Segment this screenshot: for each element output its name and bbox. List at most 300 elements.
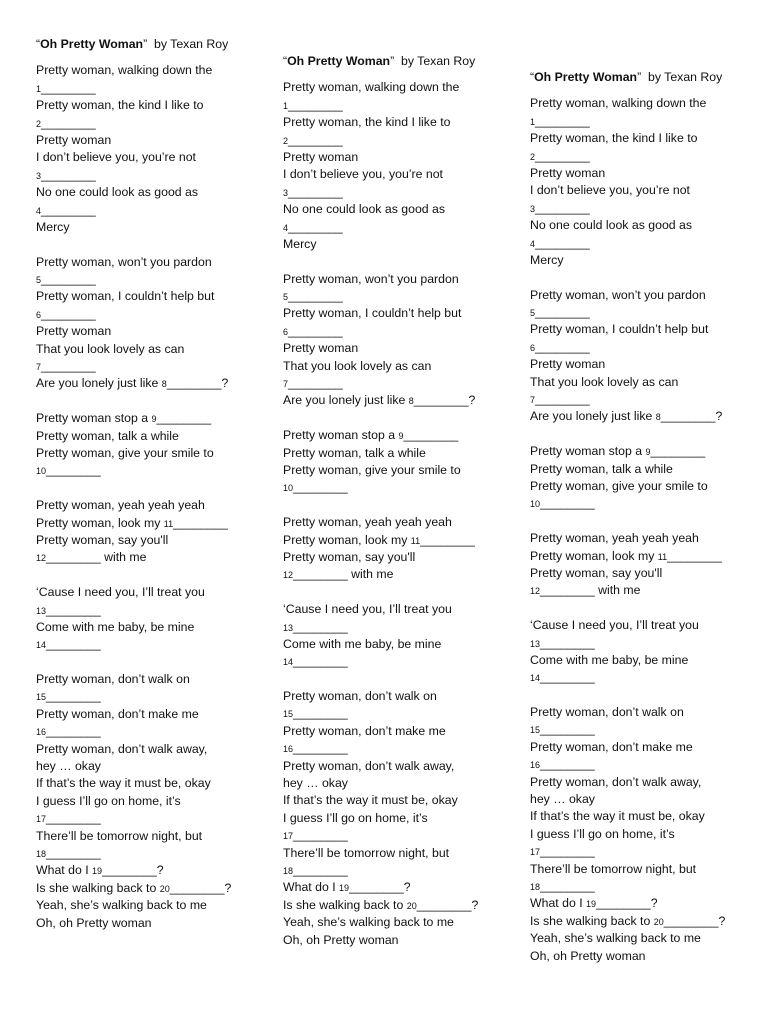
answer-blank: ________? [169, 880, 232, 895]
blank-line [36, 880, 272, 897]
answer-blank: ________ [293, 862, 348, 877]
blank-line [283, 392, 519, 409]
lyric-line: Pretty woman, I couldn’t help but [36, 289, 215, 304]
blank-number: 5 [530, 308, 536, 319]
blank-number: 19 [92, 866, 103, 877]
blank-line [36, 202, 272, 219]
answer-blank: ________? [596, 896, 658, 911]
blank-number: 14 [36, 640, 47, 651]
lyric-text: Are you lonely just like [36, 376, 162, 391]
answer-blank: ________ [293, 828, 348, 843]
blank-line [530, 843, 766, 860]
blank-number: 5 [283, 292, 289, 303]
lyric-line: Pretty woman, talk a while [530, 461, 673, 476]
lyric-line: I don’t believe you, you’re not [283, 167, 443, 182]
blank-number: 6 [36, 309, 42, 320]
lyric-line: Pretty woman, walking down the [530, 96, 707, 111]
blank-line [283, 323, 519, 340]
lyric-line: Oh, oh Pretty woman [36, 915, 152, 930]
song-title: Oh Pretty Woman [287, 54, 391, 68]
lyric-line: hey … okay [283, 776, 348, 791]
blank-line [36, 688, 272, 705]
blank-number: 7 [530, 395, 536, 406]
lyric-line: There’ll be tomorrow night, but [36, 828, 203, 843]
lyric-line: I don’t believe you, you’re not [36, 150, 196, 165]
lyric-line: Mercy [283, 236, 317, 251]
lyric-text: Pretty woman, look my [36, 515, 164, 530]
answer-blank: ________ [535, 339, 590, 354]
lyric-line: There’ll be tomorrow night, but [530, 861, 697, 876]
answer-blank: ________ with me [293, 567, 394, 582]
blank-number: 3 [530, 203, 536, 214]
blank-number: 7 [36, 362, 42, 373]
lyric-line: Pretty woman, yeah yeah yeah [530, 531, 699, 546]
lyric-line: If that’s the way it must be, okay [283, 793, 458, 808]
lyric-line: Pretty woman, don’t make me [36, 706, 199, 721]
lyric-line: hey … okay [36, 759, 101, 774]
blank-line [283, 897, 519, 914]
blank-number: 1 [530, 116, 536, 127]
blank-line [530, 339, 766, 356]
blank-number: 12 [530, 586, 541, 597]
lyric-line: That you look lovely as can [36, 341, 185, 356]
blank-line [530, 495, 766, 512]
answer-blank: ________ [41, 80, 96, 95]
lyric-line: I guess I’ll go on home, it’s [283, 810, 428, 825]
blank-line [283, 740, 519, 757]
lyric-line: Pretty woman, yeah yeah yeah [283, 515, 452, 530]
lyric-text: Is she walking back to [530, 913, 654, 928]
lyric-line: Pretty woman, walking down the [283, 80, 460, 95]
blank-number: 15 [36, 692, 47, 703]
answer-blank: ________ [288, 289, 343, 304]
lyric-line: Pretty woman, I couldn’t help but [530, 322, 709, 337]
verse-gap [283, 584, 519, 601]
answer-blank: ________ [46, 637, 101, 652]
lyric-text: Pretty woman, look my [283, 532, 411, 547]
verse-gap [530, 269, 766, 286]
answer-blank: ________? [166, 376, 229, 391]
blank-number: 11 [657, 551, 668, 562]
verse-gap [530, 513, 766, 530]
lyric-text: Pretty woman stop a [36, 411, 152, 426]
song-title: Oh Pretty Woman [534, 70, 638, 84]
verse-gap [283, 497, 519, 514]
blank-line [530, 148, 766, 165]
lyrics [36, 62, 272, 932]
lyric-line: Pretty woman [283, 149, 359, 164]
blank-line [36, 358, 272, 375]
lyric-line: If that’s the way it must be, okay [530, 809, 705, 824]
blank-line [530, 200, 766, 217]
lyric-line: Pretty woman, won’t you pardon [36, 254, 212, 269]
blank-number: 10 [530, 499, 541, 510]
blank-number: 4 [283, 222, 289, 233]
answer-blank: ________ [540, 757, 595, 772]
lyric-line: No one could look as good as [36, 185, 199, 200]
blank-line [530, 113, 766, 130]
answer-blank: ________ [403, 428, 459, 443]
answer-blank: ________ [420, 532, 475, 547]
blank-line [530, 443, 766, 460]
worksheet-column-2 [283, 53, 519, 949]
verse-gap [530, 600, 766, 617]
lyric-text: Are you lonely just like [530, 409, 656, 424]
answer-blank: ________ [288, 97, 343, 112]
answer-blank: ________ [41, 272, 96, 287]
answer-blank: ________ [667, 548, 722, 563]
blank-line [530, 548, 766, 565]
verse-gap [36, 480, 272, 497]
blank-line [530, 391, 766, 408]
worksheet-column-3 [530, 69, 766, 965]
lyric-text: Is she walking back to [36, 880, 160, 895]
answer-blank: ________ [540, 722, 595, 737]
lyric-line: ‘Cause I need you, I’ll treat you [36, 585, 205, 600]
lyric-line: I guess I’ll go on home, it’s [36, 793, 181, 808]
blank-line [36, 167, 272, 184]
blank-line [283, 619, 519, 636]
lyric-line: Pretty woman, the kind I like to [36, 98, 204, 113]
blank-number: 19 [586, 899, 597, 910]
blank-number: 8 [161, 379, 167, 390]
blank-line [36, 723, 272, 740]
byline: by Texan Roy [648, 70, 723, 84]
lyric-line: Oh, oh Pretty woman [530, 948, 646, 963]
lyric-line: Come with me baby, be mine [36, 619, 195, 634]
blank-number: 16 [530, 760, 541, 771]
lyric-line: I guess I’ll go on home, it’s [530, 826, 675, 841]
blank-line [283, 566, 519, 583]
lyric-line: Pretty woman, walking down the [36, 63, 213, 78]
verse-gap [283, 410, 519, 427]
blank-line [530, 913, 766, 930]
lyric-text: Pretty woman, look my [530, 548, 658, 563]
blank-number: 9 [398, 431, 404, 442]
blank-line [283, 653, 519, 670]
blank-line [530, 304, 766, 321]
lyric-line: Pretty woman, give your smile to [530, 478, 708, 493]
blank-number: 9 [151, 414, 157, 425]
blank-number: 10 [36, 466, 47, 477]
blank-number: 9 [645, 447, 651, 458]
blank-line [283, 862, 519, 879]
answer-blank: ________ [288, 323, 343, 338]
lyric-line: Pretty woman [36, 132, 112, 147]
verse-gap [36, 393, 272, 410]
blank-number: 19 [339, 883, 350, 894]
blank-number: 10 [283, 483, 294, 494]
worksheet-title: “Oh Pretty Woman” by Texan Roy [283, 54, 476, 68]
answer-blank: ________ [535, 113, 590, 128]
answer-blank: ________ [535, 235, 590, 250]
blank-line [36, 306, 272, 323]
answer-blank: ________ [173, 515, 228, 530]
blank-number: 13 [283, 622, 294, 633]
blank-line [530, 756, 766, 773]
answer-blank: ________ [535, 305, 590, 320]
blank-line [530, 635, 766, 652]
lyric-line: Pretty woman [283, 341, 359, 356]
lyric-line: That you look lovely as can [530, 374, 679, 389]
blank-line [36, 636, 272, 653]
blank-number: 18 [283, 865, 294, 876]
blank-number: 15 [530, 725, 541, 736]
lyric-text: Pretty woman stop a [530, 444, 646, 459]
answer-blank: ________ [41, 167, 96, 182]
lyric-line: Pretty woman, give your smile to [36, 445, 214, 460]
blank-number: 1 [36, 83, 42, 94]
answer-blank: ________ with me [540, 583, 641, 598]
blank-number: 14 [530, 673, 541, 684]
blank-line [283, 375, 519, 392]
answer-blank: ________ [540, 670, 595, 685]
lyric-line: Pretty woman [530, 357, 606, 372]
blank-number: 17 [36, 814, 47, 825]
lyric-text: Is she walking back to [283, 897, 407, 912]
blank-number: 20 [406, 900, 417, 911]
blank-line [283, 532, 519, 549]
lyric-line: Pretty woman, give your smile to [283, 462, 461, 477]
lyric-line: Pretty woman, won’t you pardon [283, 271, 459, 286]
blank-number: 11 [410, 535, 421, 546]
answer-blank: ________? [349, 880, 411, 895]
blank-number: 1 [283, 100, 289, 111]
lyric-line: Come with me baby, be mine [283, 636, 442, 651]
answer-blank: ________? [660, 409, 723, 424]
lyric-line: Pretty woman, don’t make me [530, 739, 693, 754]
blank-line [283, 219, 519, 236]
answer-blank: ________? [663, 913, 726, 928]
answer-blank: ________ [288, 184, 343, 199]
answer-blank: ________ [650, 444, 706, 459]
lyric-line: Pretty woman, don’t walk on [36, 672, 190, 687]
answer-blank: ________? [102, 863, 164, 878]
blank-number: 20 [159, 883, 170, 894]
lyric-line: Pretty woman [530, 165, 606, 180]
lyric-line: Oh, oh Pretty woman [283, 932, 399, 947]
blank-line [36, 80, 272, 97]
verse-gap [530, 426, 766, 443]
lyric-line: Pretty woman, the kind I like to [283, 115, 451, 130]
blank-number: 11 [163, 518, 174, 529]
lyric-line: Pretty woman, talk a while [36, 428, 179, 443]
answer-blank: ________ [288, 132, 343, 147]
answer-blank: ________ [293, 619, 348, 634]
blank-line [36, 602, 272, 619]
answer-blank: ________ [46, 724, 101, 739]
blank-line [283, 705, 519, 722]
answer-blank: ________ [46, 602, 101, 617]
answer-blank: ________ [41, 306, 96, 321]
answer-blank: ________ [535, 392, 590, 407]
worksheet-column-1 [36, 36, 272, 932]
blank-line [36, 862, 272, 879]
answer-blank: ________ [293, 741, 348, 756]
blank-line [530, 895, 766, 912]
answer-blank: ________ [41, 202, 96, 217]
worksheet-title: “Oh Pretty Woman” by Texan Roy [530, 70, 723, 84]
blank-number: 18 [36, 848, 47, 859]
lyric-line: Mercy [530, 252, 564, 267]
lyric-line: Yeah, she’s walking back to me [530, 931, 701, 946]
lyric-line: Yeah, she’s walking back to me [283, 915, 454, 930]
lyric-line: Yeah, she’s walking back to me [36, 898, 207, 913]
lyric-line: Pretty woman, don’t walk on [530, 705, 684, 720]
lyrics [283, 79, 519, 949]
answer-blank: ________ [293, 706, 348, 721]
lyric-line: Pretty woman, won’t you pardon [530, 287, 706, 302]
lyric-line: hey … okay [530, 792, 595, 807]
blank-number: 18 [530, 881, 541, 892]
lyric-line: Pretty woman, don’t make me [283, 723, 446, 738]
answer-blank: ________ [535, 148, 590, 163]
blank-line [36, 115, 272, 132]
answer-blank: ________ [293, 654, 348, 669]
blank-number: 16 [36, 727, 47, 738]
blank-number: 8 [408, 396, 414, 407]
blank-number: 8 [655, 412, 661, 423]
lyric-line: Pretty woman, say you'll [530, 565, 663, 580]
blank-number: 17 [530, 847, 541, 858]
lyric-line: There’ll be tomorrow night, but [283, 845, 450, 860]
blank-number: 12 [283, 570, 294, 581]
blank-number: 5 [36, 275, 42, 286]
blank-line [36, 462, 272, 479]
blank-line [283, 427, 519, 444]
blank-line [530, 408, 766, 425]
answer-blank: ________ [288, 376, 343, 391]
lyric-line: Pretty woman, don’t walk away, [36, 741, 208, 756]
verse-gap [283, 671, 519, 688]
blank-line [283, 479, 519, 496]
verse-gap [36, 654, 272, 671]
blank-number: 4 [530, 238, 536, 249]
blank-line [36, 410, 272, 427]
answer-blank: ________ [46, 845, 101, 860]
lyric-line: Pretty woman, don’t walk away, [283, 758, 455, 773]
blank-line [283, 827, 519, 844]
lyric-text: Are you lonely just like [283, 393, 409, 408]
answer-blank: ________ [540, 496, 595, 511]
verse-gap [36, 236, 272, 253]
lyric-line: Pretty woman, talk a while [283, 445, 426, 460]
lyric-line: Pretty woman, yeah yeah yeah [36, 498, 205, 513]
answer-blank: ________ [41, 115, 96, 130]
blank-number: 17 [283, 831, 294, 842]
blank-line [530, 669, 766, 686]
answer-blank: ________ [293, 480, 348, 495]
answer-blank: ________? [413, 393, 476, 408]
blank-number: 2 [530, 151, 536, 162]
answer-blank: ________ [535, 200, 590, 215]
lyric-line: I don’t believe you, you’re not [530, 183, 690, 198]
lyric-line: Pretty woman [36, 324, 112, 339]
blank-line [36, 549, 272, 566]
blank-number: 13 [36, 605, 47, 616]
worksheet-title: “Oh Pretty Woman” by Texan Roy [36, 37, 229, 51]
verse-gap [36, 567, 272, 584]
blank-line [283, 879, 519, 896]
lyric-line: Pretty woman, don’t walk away, [530, 774, 702, 789]
lyric-line: Pretty woman, say you'll [283, 549, 416, 564]
lyric-line: Pretty woman, don’t walk on [283, 689, 437, 704]
lyric-line: Pretty woman, say you'll [36, 532, 169, 547]
answer-blank: ________ [46, 811, 101, 826]
answer-blank: ________ [288, 219, 343, 234]
byline: by Texan Roy [154, 37, 229, 51]
blank-number: 20 [653, 916, 664, 927]
lyrics [530, 95, 766, 965]
blank-line [36, 515, 272, 532]
lyric-text: What do I [36, 863, 93, 878]
blank-number: 12 [36, 553, 47, 564]
blank-line [530, 878, 766, 895]
blank-line [530, 235, 766, 252]
blank-number: 2 [283, 135, 289, 146]
lyric-line: Pretty woman, the kind I like to [530, 131, 698, 146]
lyric-line: ‘Cause I need you, I’ll treat you [283, 602, 452, 617]
answer-blank: ________ [540, 635, 595, 650]
answer-blank: ________ with me [46, 550, 147, 565]
answer-blank: ________ [540, 844, 595, 859]
blank-line [283, 288, 519, 305]
lyric-text: What do I [530, 896, 587, 911]
blank-line [36, 375, 272, 392]
blank-number: 6 [530, 342, 536, 353]
lyric-line: Come with me baby, be mine [530, 652, 689, 667]
blank-number: 4 [36, 205, 42, 216]
answer-blank: ________? [416, 897, 479, 912]
song-title: Oh Pretty Woman [40, 37, 144, 51]
answer-blank: ________ [540, 878, 595, 893]
blank-number: 14 [283, 657, 294, 668]
blank-number: 2 [36, 118, 42, 129]
answer-blank: ________ [41, 359, 96, 374]
lyric-line: No one could look as good as [283, 202, 446, 217]
blank-line [283, 184, 519, 201]
blank-number: 3 [283, 187, 289, 198]
lyric-line: Mercy [36, 219, 70, 234]
blank-number: 3 [36, 170, 42, 181]
blank-number: 6 [283, 326, 289, 337]
blank-line [283, 132, 519, 149]
lyric-line: No one could look as good as [530, 218, 693, 233]
verse-gap [530, 687, 766, 704]
lyric-text: What do I [283, 880, 340, 895]
answer-blank: ________ [46, 689, 101, 704]
blank-number: 13 [530, 638, 541, 649]
lyric-line: If that’s the way it must be, okay [36, 776, 211, 791]
blank-line [530, 582, 766, 599]
answer-blank: ________ [46, 463, 101, 478]
verse-gap [283, 253, 519, 270]
blank-number: 7 [283, 379, 289, 390]
blank-line [283, 97, 519, 114]
blank-line [530, 721, 766, 738]
answer-blank: ________ [156, 411, 212, 426]
blank-line [36, 845, 272, 862]
blank-number: 15 [283, 709, 294, 720]
lyric-line: Pretty woman, I couldn’t help but [283, 306, 462, 321]
blank-number: 16 [283, 744, 294, 755]
byline: by Texan Roy [401, 54, 476, 68]
blank-line [36, 271, 272, 288]
lyric-line: ‘Cause I need you, I’ll treat you [530, 618, 699, 633]
lyric-text: Pretty woman stop a [283, 428, 399, 443]
lyric-line: That you look lovely as can [283, 358, 432, 373]
blank-line [36, 810, 272, 827]
